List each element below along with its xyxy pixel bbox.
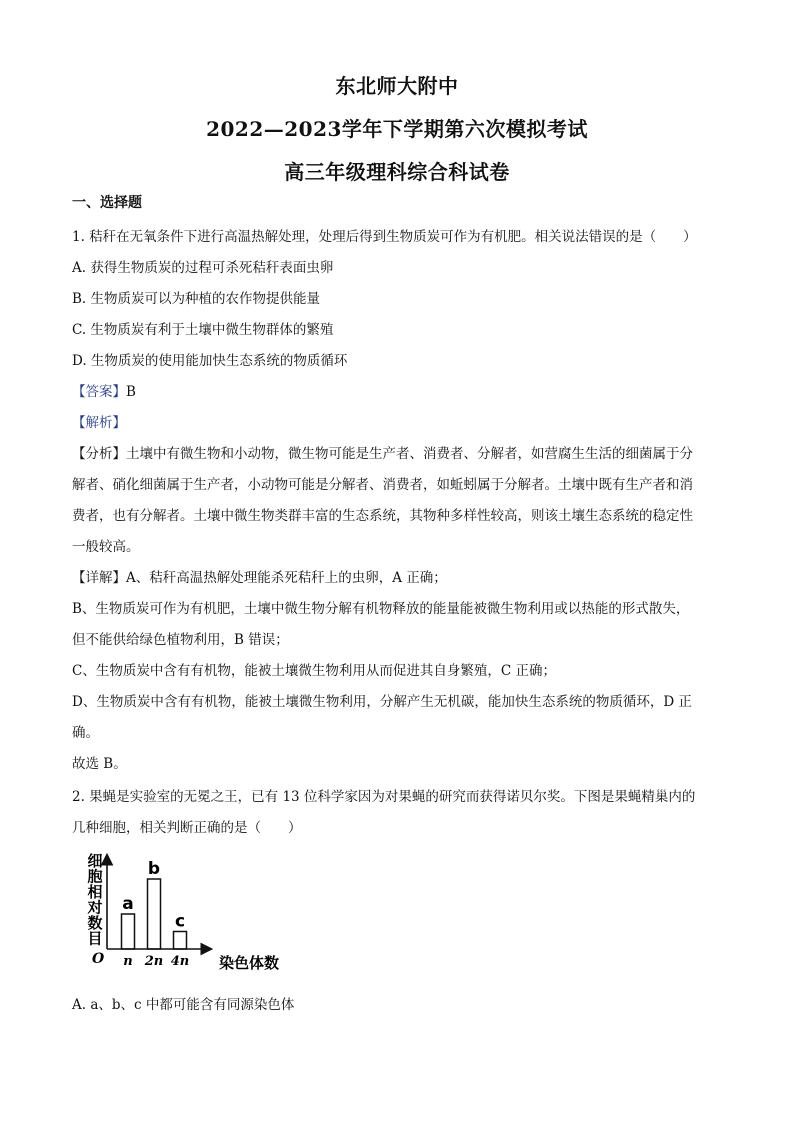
- bar-label-b: b: [147, 859, 161, 879]
- answer-line: [72, 380, 136, 400]
- cell-count-chart: [82, 852, 280, 983]
- y-axis-label: 细胞相对数目: [87, 852, 103, 948]
- analysis-tag: 【解析】: [72, 415, 126, 431]
- x-axis-label: 染色体数: [219, 954, 280, 972]
- xiangjie-line-6: 确。: [72, 725, 99, 741]
- x-tick-n: n: [123, 954, 133, 969]
- xiangjie-line-2: B、生物质炭可作为有机肥，土壤中微生物分解有机物释放的能量能被微生物利用或以热能的形式散失，: [72, 601, 690, 617]
- bar-label-c: c: [174, 911, 186, 932]
- xiangjie-line-7: 故选 B。: [72, 756, 127, 772]
- section-heading: 一、选择题: [72, 195, 142, 211]
- fenxi-line-2: 解者、硝化细菌属于生产者，小动物可能是分解者、消费者，如蚯蚓属于分解者。土壤中既有生产者和消: [72, 477, 693, 493]
- q1-stem: 1. 秸秆在无氧条件下进行高温热解处理，处理后得到生物质炭可作为有机肥。相关说法错误的是（ ）: [72, 229, 697, 245]
- fenxi-line-1: 【分析】土壤中有微生物和小动物，微生物可能是生产者、消费者、分解者，如营腐生生活的细菌属于分: [72, 446, 693, 462]
- school-name: 东北师大附中: [335, 74, 459, 98]
- bar-c: [174, 932, 187, 950]
- xiangjie-line-4: C、生物质炭中含有有机物，能被土壤微生物利用从而促进其自身繁殖，C 正确；: [72, 663, 556, 679]
- q1-option-a: A. 获得生物质炭的过程可杀死秸秆表面虫卵: [72, 260, 334, 276]
- q1-option-d: D. 生物质炭的使用能加快生态系统的物质循环: [72, 353, 348, 369]
- q2-stem-line-1: 2. 果蝇是实验室的无冕之王，已有 13 位科学家因为对果蝇的研究而获得诺贝尔奖。下图是果蝇精巢内的: [72, 789, 696, 805]
- bar-label-a: a: [122, 894, 134, 914]
- q2-stem-line-2: 几种细胞，相关判断正确的是（ ）: [72, 820, 302, 836]
- fenxi-line-3: 费者，也有分解者。土壤中微生物类群丰富的生态系统，其物种多样性较高，则该土壤生态系统的稳定性: [72, 508, 693, 524]
- bar-b: [148, 879, 161, 949]
- bar-a: [122, 914, 135, 949]
- answer-value: B: [126, 384, 136, 400]
- q2-option-a: A. a、b、c 中都可能含有同源染色体: [72, 997, 295, 1013]
- q1-option-c: C. 生物质炭有利于土壤中微生物群体的繁殖: [72, 322, 334, 338]
- origin-label: O: [92, 951, 105, 967]
- answer-tag: 【答案】: [72, 384, 126, 400]
- q1-option-b: B. 生物质炭可以为种植的农作物提供能量: [72, 291, 321, 307]
- xiangjie-line-5: D、生物质炭中含有有机物，能被土壤微生物利用，分解产生无机碳，能加快生态系统的物质循环，D 正: [72, 694, 692, 710]
- exam-title: 2022—2023学年下学期第六次模拟考试: [206, 117, 588, 141]
- xiangjie-line-3: 但不能供给绿色植物利用，B 错误；: [72, 632, 289, 648]
- xiangjie-line-1: 【详解】A、秸秆高温热解处理能杀死秸秆上的虫卵，A 正确；: [72, 570, 447, 586]
- x-tick-4n: 4n: [170, 954, 190, 969]
- x-tick-2n: 2n: [144, 954, 164, 969]
- paper-title: 高三年级理科综合科试卷: [284, 160, 510, 184]
- fenxi-line-4: 一般较高。: [72, 539, 140, 555]
